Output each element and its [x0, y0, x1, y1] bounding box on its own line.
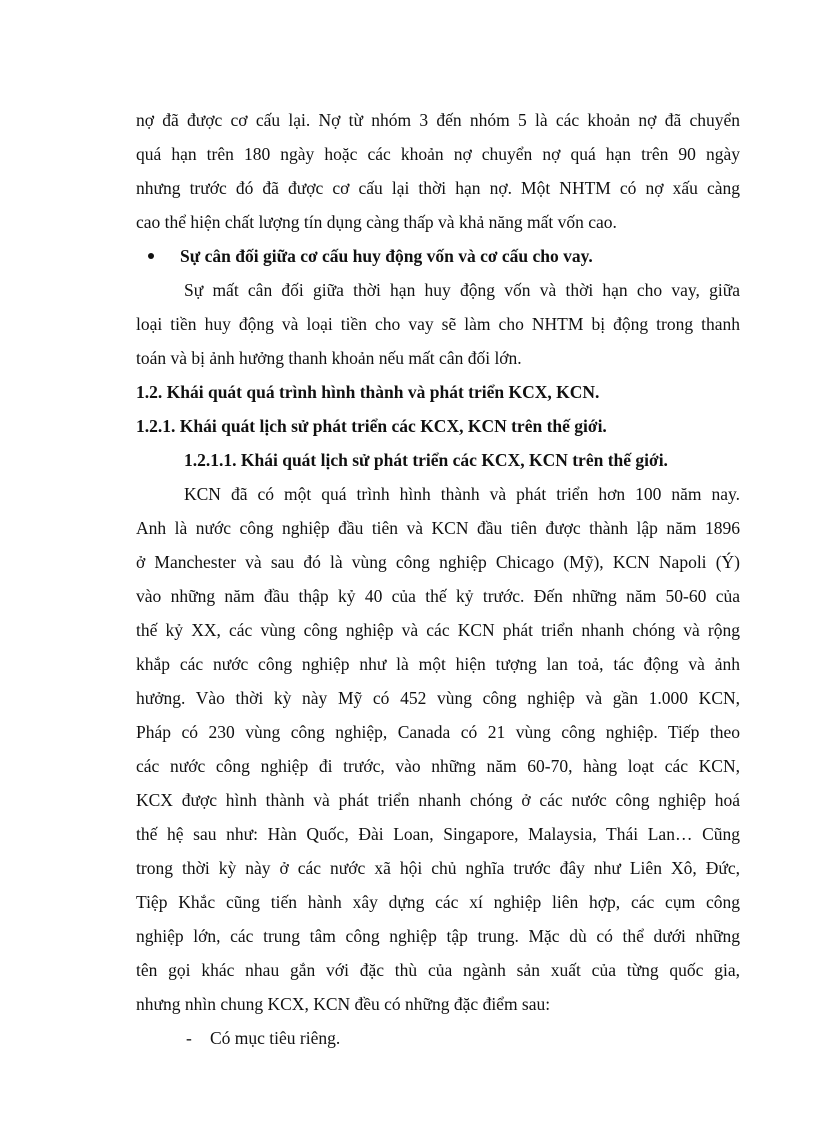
text-line: nợ đã được cơ cấu lại. Nợ từ nhóm 3 đến nhóm 5 là các khoản nợ đã chuyển [136, 110, 740, 130]
section-heading-1-2-1: 1.2.1. Khái quát lịch sử phát triển các KCX, KCN trên thế giới. [136, 416, 607, 436]
paragraph-balance [136, 273, 740, 375]
text-line: khắp các nước công nghiệp như là một hiện tượng lan toả, tác động và ảnh [136, 654, 740, 674]
document-page [136, 103, 740, 1055]
text-line: tên gọi khác nhau gắn với đặc thù của ngành sản xuất của từng quốc gia, [136, 960, 740, 980]
text-line: Sự mất cân đối giữa thời hạn huy động vốn và thời hạn cho vay, giữa [184, 280, 740, 300]
text-line: ở Manchester và sau đó là vùng công nghiệp Chicago (Mỹ), KCN Napoli (Ý) [136, 552, 740, 572]
section-heading-1-2-1-1: 1.2.1.1. Khái quát lịch sử phát triển các KCX, KCN trên thế giới. [184, 450, 668, 470]
bullet-icon [136, 239, 180, 273]
text-line: thế hệ sau như: Hàn Quốc, Đài Loan, Singapore, Malaysia, Thái Lan… Cũng [136, 824, 740, 844]
text-line: loại tiền huy động và loại tiền cho vay sẽ làm cho NHTM bị động trong thanh [136, 314, 740, 334]
list-item [136, 1021, 740, 1055]
bullet-heading [136, 239, 740, 273]
text-line: cao thể hiện chất lượng tín dụng càng thấp và khả năng mất vốn cao. [136, 212, 617, 232]
text-line: thế kỷ XX, các vùng công nghiệp và các KCN phát triển nhanh chóng và rộng [136, 620, 740, 640]
text-line: KCN đã có một quá trình hình thành và phát triển hơn 100 năm nay. [184, 484, 740, 504]
text-line: nhưng trước đó đã được cơ cấu lại thời hạn nợ. Một NHTM có nợ xấu càng [136, 178, 740, 198]
bullet-heading-text: Sự cân đối giữa cơ cấu huy động vốn và cơ cấu cho vay. [180, 246, 593, 266]
paragraph-history [136, 477, 740, 1021]
paragraph-bad-debt [136, 103, 740, 239]
text-line: vào những năm đầu thập kỷ 40 của thế kỷ trước. Đến những năm 50-60 của [136, 586, 740, 606]
text-line: Pháp có 230 vùng công nghiệp, Canada có 21 vùng công nghiệp. Tiếp theo [136, 722, 740, 742]
list-item-text: Có mục tiêu riêng. [210, 1028, 341, 1048]
text-line: nhưng nhìn chung KCX, KCN đều có những đặc điểm sau: [136, 994, 551, 1014]
text-line: Anh là nước công nghiệp đầu tiên và KCN đầu tiên được thành lập năm 1896 [136, 518, 740, 538]
text-line: hưởng. Vào thời kỳ này Mỹ có 452 vùng công nghiệp và gần 1.000 KCN, [136, 688, 740, 708]
text-line: các nước công nghiệp đi trước, vào những năm 60-70, hàng loạt các KCN, [136, 756, 740, 776]
text-line: KCX được hình thành và phát triển nhanh chóng ở các nước công nghiệp hoá [136, 790, 740, 810]
text-line: toán và bị ảnh hưởng thanh khoản nếu mất cân đối lớn. [136, 348, 522, 368]
list-dash: - [186, 1028, 192, 1048]
text-line: trong thời kỳ này ở các nước xã hội chủ nghĩa trước đây như Liên Xô, Đức, [136, 858, 740, 878]
text-line: nghiệp lớn, các trung tâm công nghiệp tập trung. Mặc dù có thể dưới những [136, 926, 740, 946]
text-line: quá hạn trên 180 ngày hoặc các khoản nợ chuyển nợ quá hạn trên 90 ngày [136, 144, 740, 164]
section-heading-1-2: 1.2. Khái quát quá trình hình thành và phát triển KCX, KCN. [136, 382, 600, 402]
text-line: Tiệp Khắc cũng tiến hành xây dựng các xí nghiệp liên hợp, các cụm công [136, 892, 740, 912]
